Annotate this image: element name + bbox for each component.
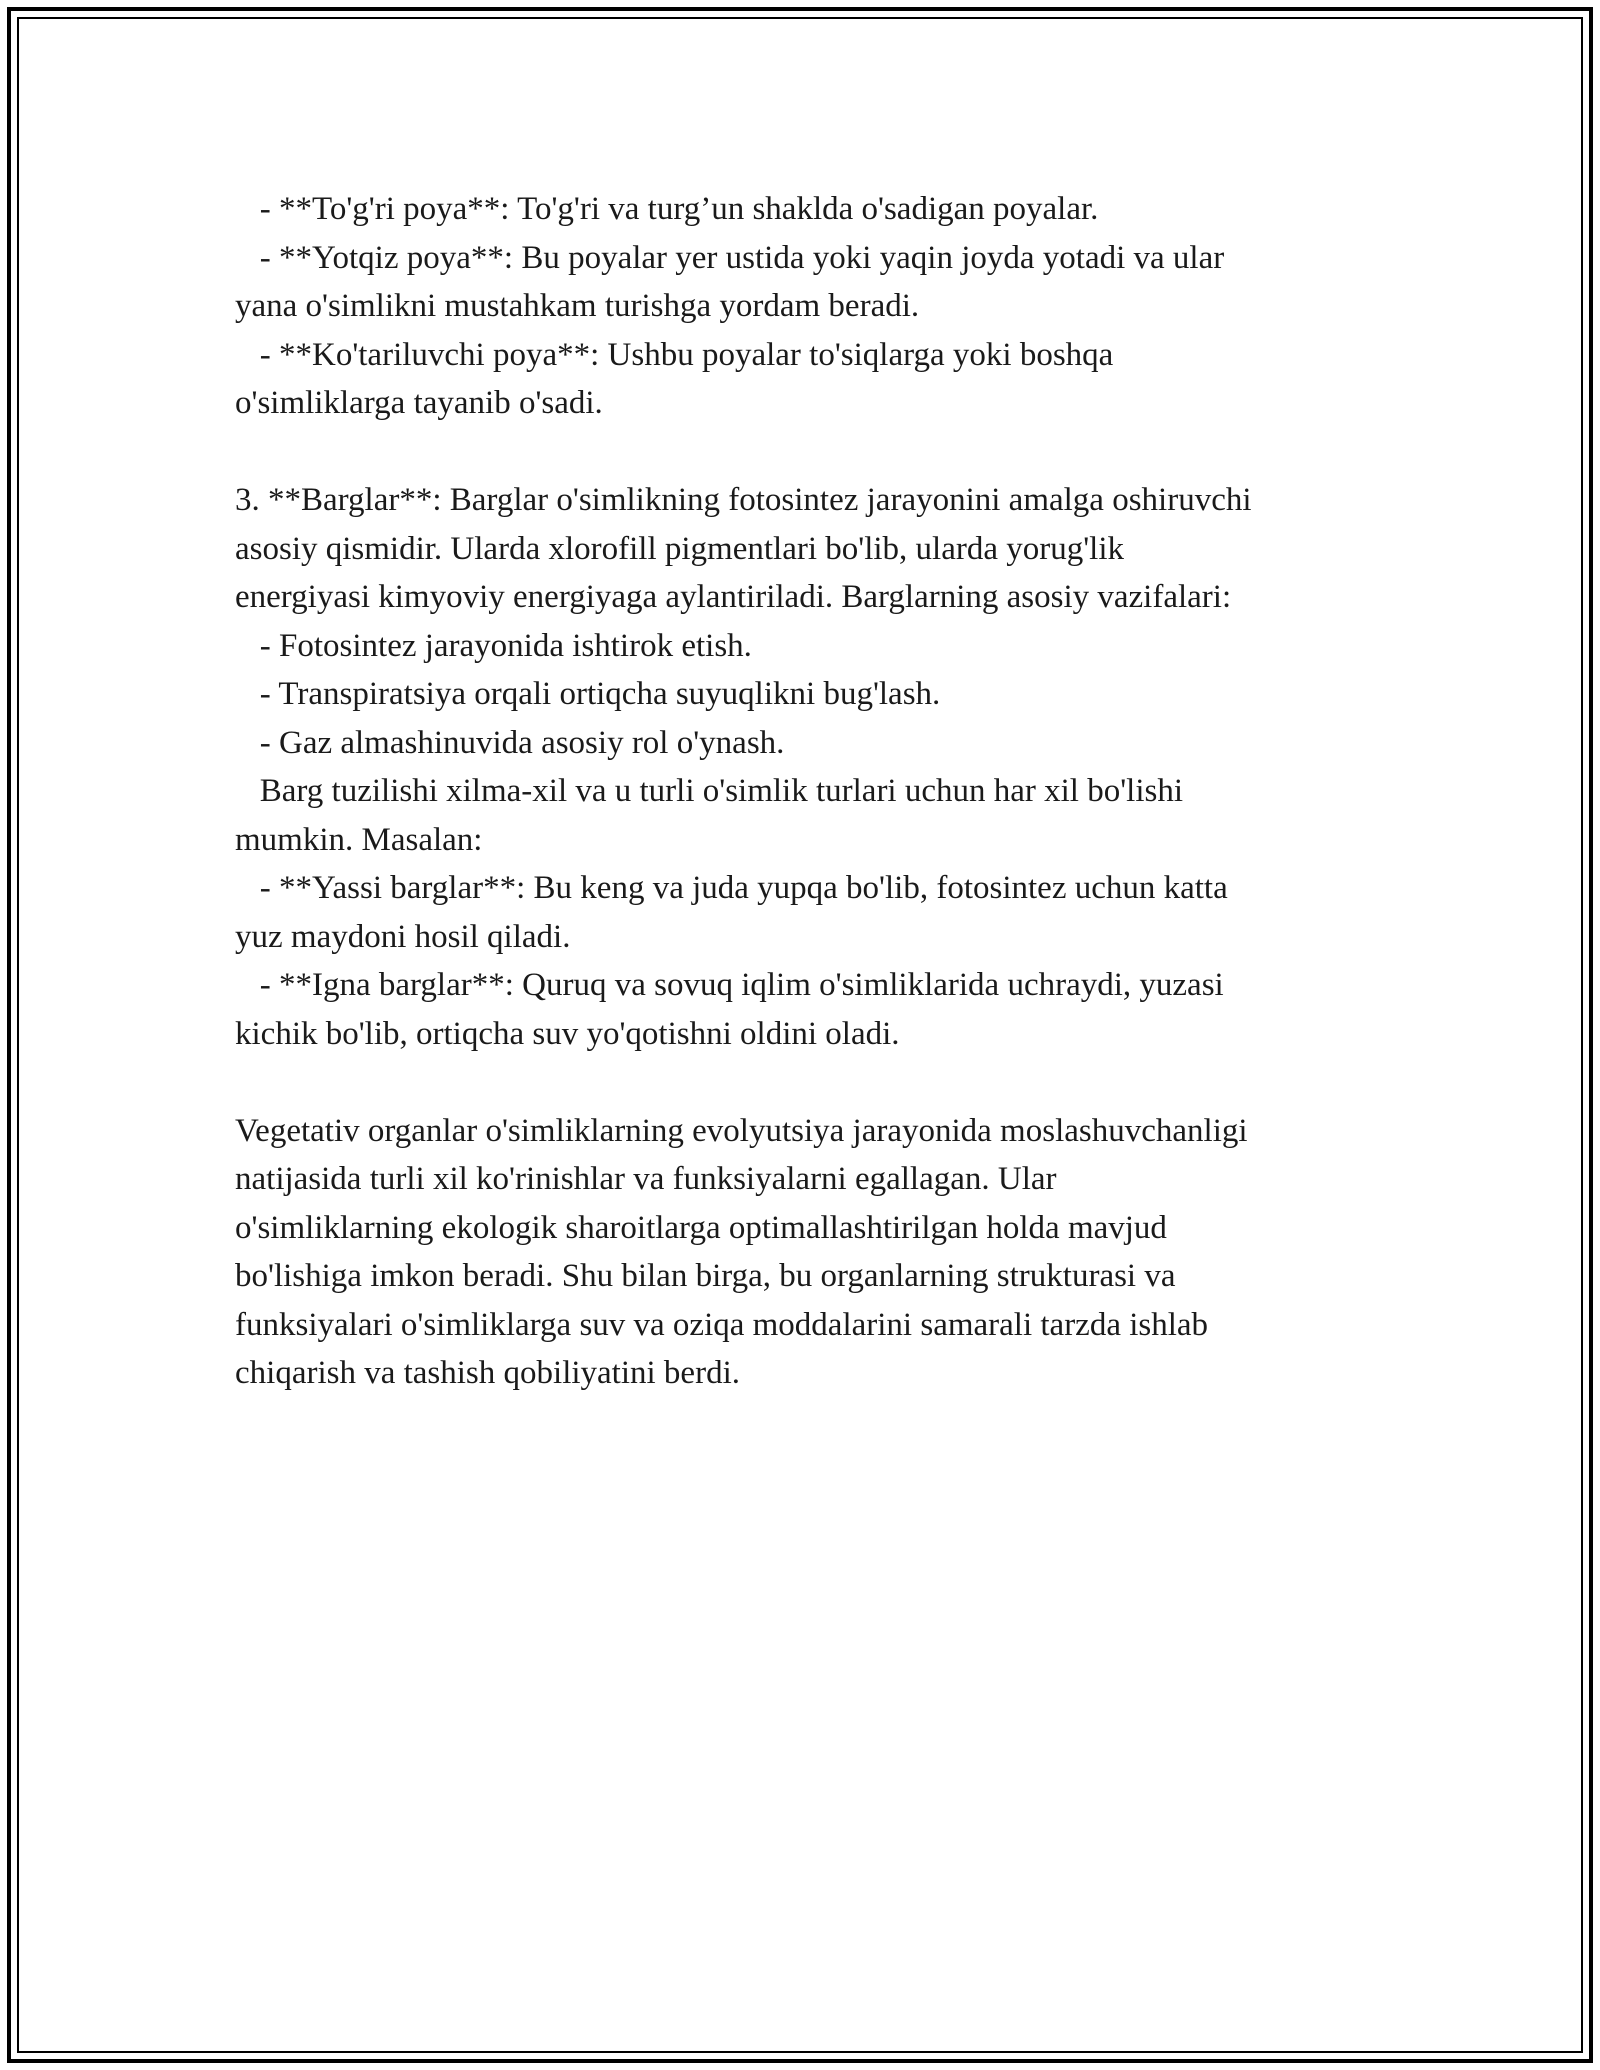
paragraph-gap [235,1058,1375,1107]
text-line: mumkin. Masalan: [235,821,483,858]
text-line: bo'lishiga imkon beradi. Shu bilan birga, bu organlarning strukturasi va [235,1258,1176,1294]
text-line: Barg tuzilishi xilma-xil va u turli o'simlik turlari uchun har xil bo'lishi [235,773,1184,809]
paragraph-gap [235,428,1375,477]
text-line: - **Yotqiz poya**: Bu poyalar yer ustida yoki yaqin joyda yotadi va ular [235,239,1225,276]
text-line: - **To'g'ri poya**: To'g'ri va turg’un shaklda o'sadigan poyalar. [235,191,1099,227]
text-line: - Transpiratsiya orqali ortiqcha suyuqlikni bug'lash. [235,676,941,712]
text-line: asosiy qismidir. Ularda xlorofill pigmentlari bo'lib, ularda yorug'lik [235,530,1125,567]
text-line: natijasida turli xil ko'rinishlar va funksiyalarni egallagan. Ular [235,1161,1057,1197]
text-line: yana o'simlikni mustahkam turishga yordam beradi. [235,288,920,324]
text-line: - **Igna barglar**: Quruq va sovuq iqlim o'simliklarida uchraydi, yuzasi [235,967,1224,1003]
text-line: chiqarish va tashish qobiliyatini berdi. [235,1355,740,1391]
text-line: - **Ko'tariluvchi poya**: Ushbu poyalar to'siqlarga yoki boshqa [235,336,1114,373]
text-line: - Fotosintez jarayonida ishtirok etish. [235,627,752,664]
document-body [235,185,1375,1398]
text-line: - **Yassi barglar**: Bu keng va juda yupqa bo'lib, fotosintez uchun katta [235,870,1228,906]
text-line: - Gaz almashinuvida asosiy rol o'ynash. [235,724,785,761]
text-line: o'simliklarga tayanib o'sadi. [235,385,603,421]
text-line: yuz maydoni hosil qiladi. [235,918,571,955]
text-line: funksiyalari o'simliklarga suv va oziqa moddalarini samarali tarzda ishlab [235,1306,1209,1343]
text-line: o'simliklarning ekologik sharoitlarga optimallashtirilgan holda mavjud [235,1209,1167,1246]
text-line: Vegetativ organlar o'simliklarning evolyutsiya jarayonida moslashuvchanligi [235,1112,1248,1149]
text-line: kichik bo'lib, ortiqcha suv yo'qotishni oldini oladi. [235,1015,900,1052]
text-line: energiyasi kimyoviy energiyaga aylantiriladi. Barglarning asosiy vazifalari: [235,579,1232,615]
text-line: 3. **Barglar**: Barglar o'simlikning fotosintez jarayonini amalga oshiruvchi [235,482,1252,518]
